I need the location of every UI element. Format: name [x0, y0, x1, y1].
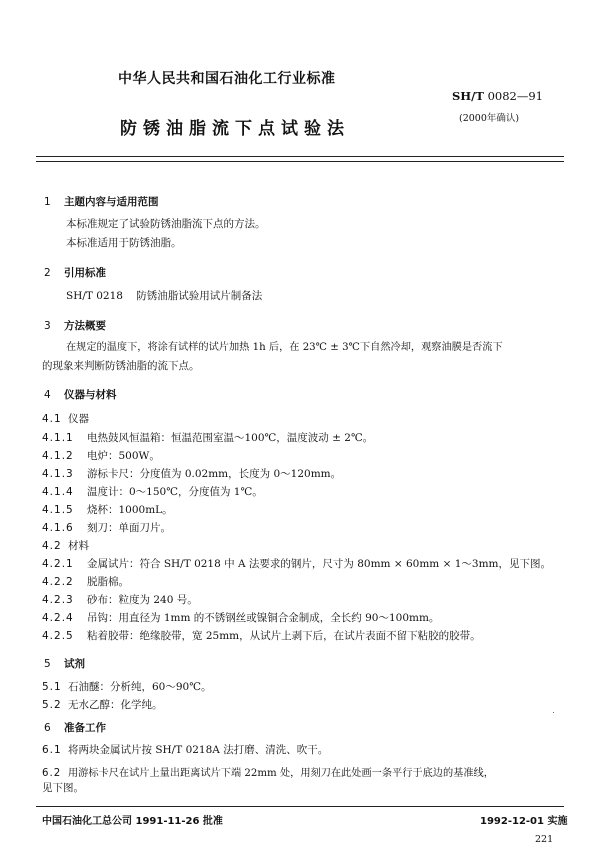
standard-prefix: SH/T — [452, 89, 484, 103]
list-item: 4.1.3 游标卡尺：分度值为 0.02mm，长度为 0～120mm。 — [42, 468, 342, 480]
section-6-heading — [44, 720, 106, 735]
scan-speck — [553, 712, 554, 713]
section-number: 4 — [44, 389, 51, 401]
page-number: 221 — [535, 834, 554, 845]
confirmation-note: (2000年确认) — [459, 113, 520, 124]
section-title: 仪器与材料 — [64, 389, 117, 401]
section-3-heading — [44, 318, 106, 333]
list-item: 6.1 将两块金属试片按 SH/T 0218A 法打磨、清洗、吹干。 — [42, 744, 329, 756]
list-item: 4.2.5 粘着胶带：绝缘胶带，宽 25mm，从试片上剥下后，在试片表面不留下粘胶的胶带。 — [42, 630, 481, 642]
list-item: 4.1.6 刻刀：单面刀片。 — [42, 522, 171, 534]
list-item: 4.1.1 电热鼓风恒温箱：恒温范围室温～100℃，温度波动 ± 2℃。 — [42, 432, 374, 444]
standard-number — [452, 89, 543, 103]
section-title: 主题内容与适用范围 — [64, 196, 159, 208]
header-rule-bottom — [36, 161, 564, 162]
section-3-line-2: 的现象来判断防锈油脂的流下点。 — [42, 360, 200, 372]
approval-line: 中国石油化工总公司 1991-11-26 批准 — [42, 816, 223, 827]
section-title: 方法概要 — [64, 320, 106, 332]
section-number: 2 — [44, 267, 51, 279]
list-item: 4.2.1 金属试片：符合 SH/T 0218 中 A 法要求的钢片，尺寸为 80mm × 60mm × 1～3mm，见下图。 — [42, 558, 551, 570]
list-item: 4.1.5 烧杯：1000mL。 — [42, 504, 173, 516]
list-item: 4.2.4 吊钩：用直径为 1mm 的不锈钢丝或镍铜合金制成，全长约 90～100mm。 — [42, 612, 440, 624]
section-title: 准备工作 — [64, 722, 106, 734]
section-1-para-1: 本标准规定了试验防锈油脂流下点的方法。 — [66, 218, 266, 230]
standard-code: 0082—91 — [483, 89, 543, 103]
issuing-organization: 中华人民共和国石油化工行业标准 — [118, 71, 336, 87]
section-number: 5 — [44, 658, 51, 670]
document-title: 防锈油脂流下点试验法 — [120, 119, 350, 139]
list-item: 6.2 用游标卡尺在试片上量出距离试片下端 22mm 处，用刻刀在此处画一条平行于底边的基准线， — [42, 768, 494, 779]
section-number: 6 — [44, 722, 51, 734]
section-number: 1 — [44, 196, 51, 208]
header-rule-top — [36, 156, 564, 157]
list-item: 4.2.2 脱脂棉。 — [42, 576, 129, 588]
list-item: 5.1 石油醚：分析纯，60～90℃。 — [42, 681, 212, 693]
section-title: 引用标准 — [64, 267, 106, 279]
list-item: 5.2 无水乙醇：化学纯。 — [42, 699, 163, 711]
section-title: 试剂 — [64, 658, 85, 670]
list-item: 4.1.2 电炉：500W。 — [42, 450, 160, 462]
section-2-reference: SH/T 0218 防锈油脂试验用试片制备法 — [66, 290, 263, 302]
list-item: 4.1.4 温度计：0～150℃，分度值为 1℃。 — [42, 486, 263, 498]
footer-rule — [36, 806, 564, 807]
implementation-date: 1992-12-01 实施 — [480, 816, 568, 827]
section-number: 3 — [44, 320, 51, 332]
section-4-heading — [44, 387, 117, 402]
list-item: 4.2.3 砂布：粒度为 240 号。 — [42, 594, 198, 606]
section-5-heading — [44, 656, 85, 671]
section-3-line-1: 在规定的温度下，将涂有试样的试片加热 1h 后，在 23℃ ± 3℃下自然冷却，观察油膜是否流下 — [66, 342, 503, 353]
section-2-heading — [44, 265, 106, 280]
section-1-para-2: 本标准适用于防锈油脂。 — [66, 237, 182, 249]
list-item: 4.2 材料 — [42, 540, 89, 552]
section-6-2-continuation: 见下图。 — [42, 782, 84, 794]
section-1-heading — [44, 194, 159, 209]
list-item: 4.1 仪器 — [42, 413, 89, 425]
